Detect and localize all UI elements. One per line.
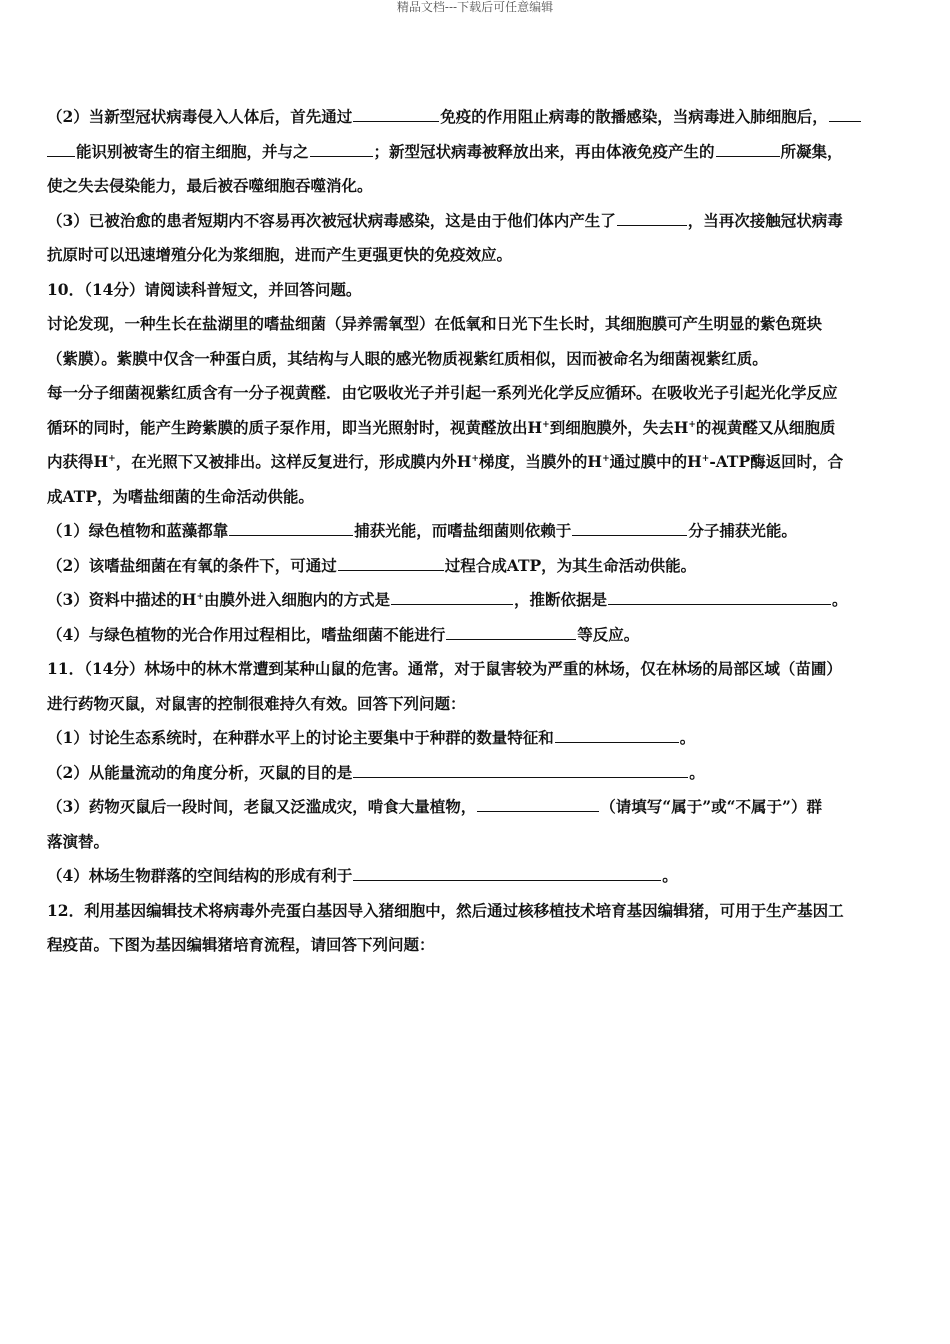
text-fragment: 。 [689, 762, 705, 782]
text-fragment: （4）林场生物群落的空间结构的形成有利于 [47, 866, 353, 885]
answer-blank[interactable] [338, 551, 444, 571]
q10-para2-line4 [47, 480, 903, 515]
answer-blank[interactable] [391, 585, 513, 605]
answer-blank[interactable] [572, 516, 687, 536]
answer-blank[interactable] [353, 102, 439, 122]
answer-blank[interactable] [229, 516, 353, 536]
text-fragment: ；新型冠状病毒被释放出来，再由体液免疫产生的 [373, 141, 715, 161]
superscript: + [471, 453, 479, 464]
text-fragment: 程疫苗。下图为基因编辑猪培育流程，请回答下列问题： [47, 935, 435, 954]
text-fragment: 落演替。 [47, 831, 110, 851]
answer-blank[interactable] [617, 206, 687, 226]
question-title: 12．利用基因编辑技术将病毒外壳蛋白基因导入猪细胞中，然后通过核移植技术培育基因编辑猪，可用于生产基因工 [47, 900, 844, 920]
text-fragment: 。 [662, 866, 678, 885]
text-fragment: 通过膜中的H [609, 452, 702, 471]
text-fragment: 免疫的作用阻止病毒的散播感染，当病毒进入肺细胞后， [440, 107, 828, 126]
text-fragment: ，推断依据是 [514, 590, 608, 609]
text-fragment: 抗原时可以迅速增殖分化为浆细胞，进而产生更强更快的免疫效应。 [47, 245, 513, 264]
superscript: + [701, 453, 710, 464]
q12-title-line1 [47, 894, 903, 929]
q9-part2-line2 [47, 135, 903, 170]
superscript: + [688, 419, 696, 430]
q10-title [47, 273, 903, 308]
text-fragment: （1）讨论生态系统时，在种群水平上的讨论主要集中于种群的数量特征和 [47, 728, 554, 747]
text-fragment: 由膜外进入细胞内的方式是 [203, 590, 390, 609]
text-fragment: （3）已被治愈的患者短期内不容易再次被冠状病毒感染，这是由于他们体内产生了 [47, 210, 616, 230]
text-fragment: 。 [679, 728, 696, 747]
q11-sub1 [47, 721, 903, 756]
q10-sub1 [47, 514, 903, 549]
q11-sub4 [47, 859, 903, 894]
question-title: 11．（14分）林场中的林木常遭到某种山鼠的危害。通常，对于鼠害较为严重的林场，仅在林场的局部区域（苗圃） [47, 659, 842, 678]
text-fragment: （3）资料中描述的H [47, 590, 197, 609]
answer-blank[interactable] [555, 723, 679, 743]
q9-part2-line3 [47, 169, 903, 204]
q11-sub3-line1 [47, 790, 903, 825]
q10-sub3 [47, 583, 903, 618]
q10-para2-line2 [47, 411, 903, 446]
text-fragment: 讨论发现，一种生长在盐湖里的嗜盐细菌（异养需氧型）在低氧和日光下生长时，其细胞膜可产生明显的紫色斑块 [47, 314, 823, 333]
answer-blank[interactable] [716, 137, 780, 157]
superscript: + [108, 453, 116, 464]
answer-blank[interactable] [829, 102, 861, 122]
answer-blank[interactable] [353, 758, 688, 778]
superscript: + [602, 453, 610, 464]
text-fragment: 循环的同时，能产生跨紫膜的质子泵作用，即当光照射时，视黄醛放出H [47, 417, 543, 437]
answer-blank[interactable] [446, 620, 576, 640]
text-fragment: 所凝集， [780, 141, 843, 161]
q12-title-line2 [47, 928, 903, 963]
q10-sub4 [47, 618, 903, 653]
q11-title-line1 [47, 652, 903, 687]
text-fragment: （4）与绿色植物的光合作用过程相比，嗜盐细菌不能进行 [47, 624, 446, 644]
text-fragment: 进行药物灭鼠，对鼠害的控制很难持久有效。回答下列问题： [47, 693, 466, 713]
answer-blank[interactable] [608, 585, 831, 605]
answer-blank[interactable] [47, 137, 75, 157]
q10-para1-line2 [47, 342, 903, 377]
q9-part2-line1 [47, 100, 903, 135]
text-fragment: ，当再次接触冠状病毒 [687, 210, 843, 230]
superscript: + [542, 419, 550, 430]
question-title: 10．（14分）请阅读科普短文，并回答问题。 [47, 279, 362, 299]
superscript: + [196, 591, 204, 602]
q10-para2-line3 [47, 445, 903, 480]
text-fragment: 的视黄醛又从细胞质 [695, 417, 836, 437]
text-fragment: 成ATP，为嗜盐细菌的生命活动供能。 [47, 486, 314, 506]
text-fragment: 使之失去侵染能力，最后被吞噬细胞吞噬消化。 [47, 176, 373, 195]
text-fragment: （2）从能量流动的角度分析，灭鼠的目的是 [47, 762, 353, 782]
answer-blank[interactable] [353, 861, 661, 881]
text-fragment: （请填写“属于”或“不属于”）群 [600, 797, 822, 816]
text-fragment: 能识别被寄生的宿主细胞，并与之 [76, 141, 309, 161]
text-fragment: 每一分子细菌视紫红质含有一分子视黄醛．由它吸收光子并引起一系列光化学反应循环。在吸收光子引起光化学反应 [47, 383, 838, 402]
text-fragment: （2）该嗜盐细菌在有氧的条件下，可通过 [47, 555, 337, 575]
answer-blank[interactable] [477, 792, 599, 812]
q9-part3-line1 [47, 204, 903, 239]
text-fragment: 。 [832, 590, 848, 609]
text-fragment: （2）当新型冠状病毒侵入人体后，首先通过 [47, 107, 353, 126]
page-header: 精品文档---下载后可任意编辑 [396, 0, 554, 14]
text-fragment: ，在光照下又被排出。这样反复进行，形成膜内外H [115, 452, 472, 471]
q9-part3-line2 [47, 238, 903, 273]
q10-sub2 [47, 549, 903, 584]
q11-sub3-line2 [47, 825, 903, 860]
document-body [47, 100, 903, 963]
answer-blank[interactable] [310, 137, 373, 157]
text-fragment: 到细胞膜外，失去H [549, 417, 689, 437]
text-fragment: 梯度，当膜外的H [478, 452, 603, 471]
q10-para1-line1 [47, 307, 903, 342]
text-fragment: 等反应。 [577, 624, 640, 644]
q11-sub2 [47, 756, 903, 791]
text-fragment: 过程合成ATP，为其生命活动供能。 [444, 555, 697, 575]
text-fragment: （紫膜）。紫膜中仅含一种蛋白质，其结构与人眼的感光物质视紫红质相似，因而被命名为细菌视紫红质。 [47, 348, 768, 368]
text-fragment: （3）药物灭鼠后一段时间，老鼠又泛滥成灾，啃食大量植物， [47, 797, 477, 816]
text-fragment: 内获得H [47, 452, 109, 471]
q11-title-line2 [47, 687, 903, 722]
q10-para2-line1 [47, 376, 903, 411]
text-fragment: 分子捕获光能。 [688, 521, 797, 540]
text-fragment: -ATP酶返回时，合 [709, 452, 844, 471]
text-fragment: （1）绿色植物和蓝藻都靠 [47, 521, 229, 540]
text-fragment: 捕获光能，而嗜盐细菌则依赖于 [354, 521, 572, 540]
